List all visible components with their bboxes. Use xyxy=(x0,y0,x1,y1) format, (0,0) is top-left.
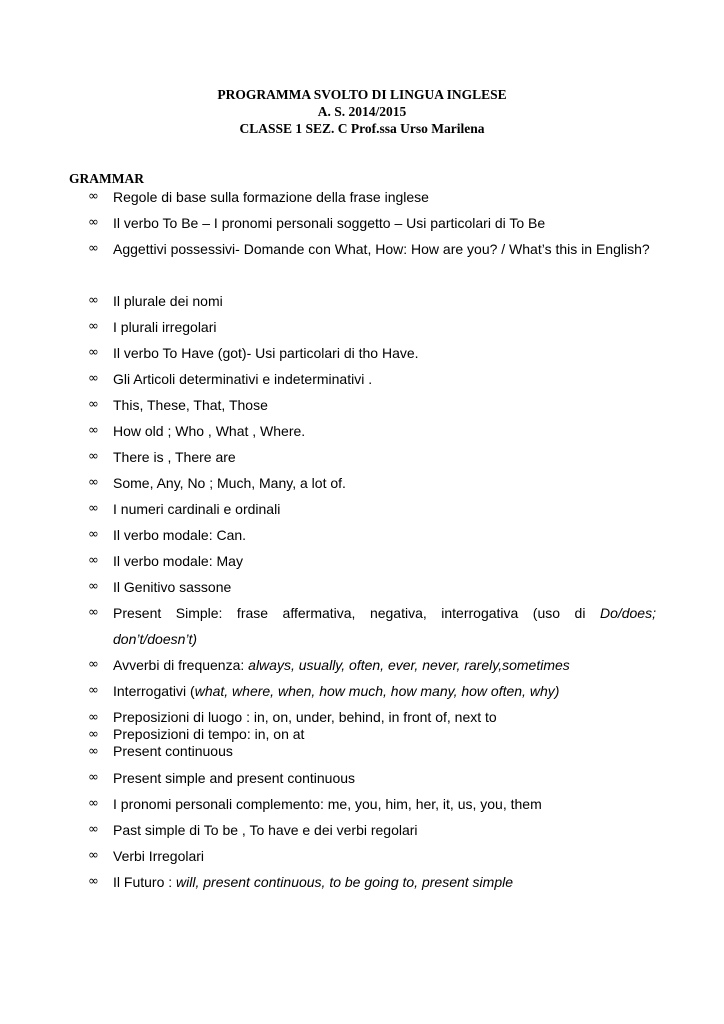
list-item: ∞ I plurali irregolari xyxy=(88,314,656,340)
list-item: ∞ Preposizioni di tempo: in, on at xyxy=(88,726,305,742)
list-item: ∞ Il verbo To Be – I pronomi personali soggetto – Usi particolari di To Be xyxy=(88,210,656,236)
infinity-bullet-icon: ∞ xyxy=(88,657,99,672)
infinity-bullet-icon: ∞ xyxy=(88,710,99,725)
list-item: ∞ I numeri cardinali e ordinali xyxy=(88,496,656,522)
list-item: ∞ Avverbi di frequenza: always, usually, often, ever, never, rarely,sometimes xyxy=(88,652,656,678)
list-item: ∞ Preposizioni di luogo : in, on, under, behind, in front of, next to xyxy=(88,709,497,725)
infinity-bullet-icon: ∞ xyxy=(88,293,99,308)
infinity-bullet-icon: ∞ xyxy=(88,527,99,542)
infinity-bullet-icon: ∞ xyxy=(88,397,99,412)
infinity-bullet-icon: ∞ xyxy=(88,189,99,204)
document-header xyxy=(0,86,724,137)
infinity-bullet-icon: ∞ xyxy=(88,605,99,620)
list-item: ∞ Gli Articoli determinativi e indeterminativi . xyxy=(88,366,656,392)
infinity-bullet-icon: ∞ xyxy=(88,241,99,256)
list-item: ∞ There is , There are xyxy=(88,444,656,470)
list-item: ∞ Present continuous xyxy=(88,743,233,759)
list-item: ∞ Some, Any, No ; Much, Many, a lot of. xyxy=(88,470,656,496)
list-item: ∞ Il Futuro : will, present continuous, to be going to, present simple xyxy=(88,869,656,895)
infinity-bullet-icon: ∞ xyxy=(88,553,99,568)
infinity-bullet-icon: ∞ xyxy=(88,449,99,464)
list-item: ∞ Verbi Irregolari xyxy=(88,843,656,869)
list-item: ∞ Regole di base sulla formazione della frase inglese xyxy=(88,184,656,210)
list-item: ∞ How old ; Who , What , Where. xyxy=(88,418,656,444)
infinity-bullet-icon: ∞ xyxy=(88,579,99,594)
infinity-bullet-icon: ∞ xyxy=(88,371,99,386)
list-item: ∞ I pronomi personali complemento: me, you, him, her, it, us, you, them xyxy=(88,791,656,817)
list-item: ∞ Present simple and present continuous xyxy=(88,765,656,791)
list-item: ∞ Il verbo modale: Can. xyxy=(88,522,656,548)
infinity-bullet-icon: ∞ xyxy=(88,319,99,334)
list-item: ∞ Il Genitivo sassone xyxy=(88,574,656,600)
infinity-bullet-icon: ∞ xyxy=(88,423,99,438)
infinity-bullet-icon: ∞ xyxy=(88,796,99,811)
list-item: ∞ Il plurale dei nomi xyxy=(88,288,656,314)
infinity-bullet-icon: ∞ xyxy=(88,475,99,490)
list-item: ∞ Interrogativi (what, where, when, how much, how many, how often, why) xyxy=(88,678,656,704)
list-item: ∞ Il verbo To Have (got)- Usi particolari di tho Have. xyxy=(88,340,656,366)
section-title-grammar: GRAMMAR xyxy=(69,171,144,186)
infinity-bullet-icon: ∞ xyxy=(88,848,99,863)
infinity-bullet-icon: ∞ xyxy=(88,727,99,742)
list-item: ∞ Present Simple: frase affermativa, negativa, interrogativa (uso di Do/does; don’t/doesn’t) xyxy=(88,600,656,652)
list-item: ∞ Il verbo modale: May xyxy=(88,548,656,574)
infinity-bullet-icon: ∞ xyxy=(88,215,99,230)
list-item: ∞ This, These, That, Those xyxy=(88,392,656,418)
list-item: ∞ Past simple di To be , To have e dei verbi regolari xyxy=(88,817,656,843)
infinity-bullet-icon: ∞ xyxy=(88,501,99,516)
header-school-year: A. S. 2014/2015 xyxy=(317,104,407,119)
infinity-bullet-icon: ∞ xyxy=(88,874,99,889)
infinity-bullet-icon: ∞ xyxy=(88,822,99,837)
infinity-bullet-icon: ∞ xyxy=(88,345,99,360)
infinity-bullet-icon: ∞ xyxy=(88,744,99,759)
list-item: ∞ Aggettivi possessivi- Domande con What, How: How are you? / What’s this in English? xyxy=(88,236,656,262)
infinity-bullet-icon: ∞ xyxy=(88,770,99,785)
header-class-teacher: CLASSE 1 SEZ. C Prof.ssa Urso Marilena xyxy=(239,121,485,136)
header-title: PROGRAMMA SVOLTO DI LINGUA INGLESE xyxy=(217,87,507,102)
infinity-bullet-icon: ∞ xyxy=(88,683,99,698)
